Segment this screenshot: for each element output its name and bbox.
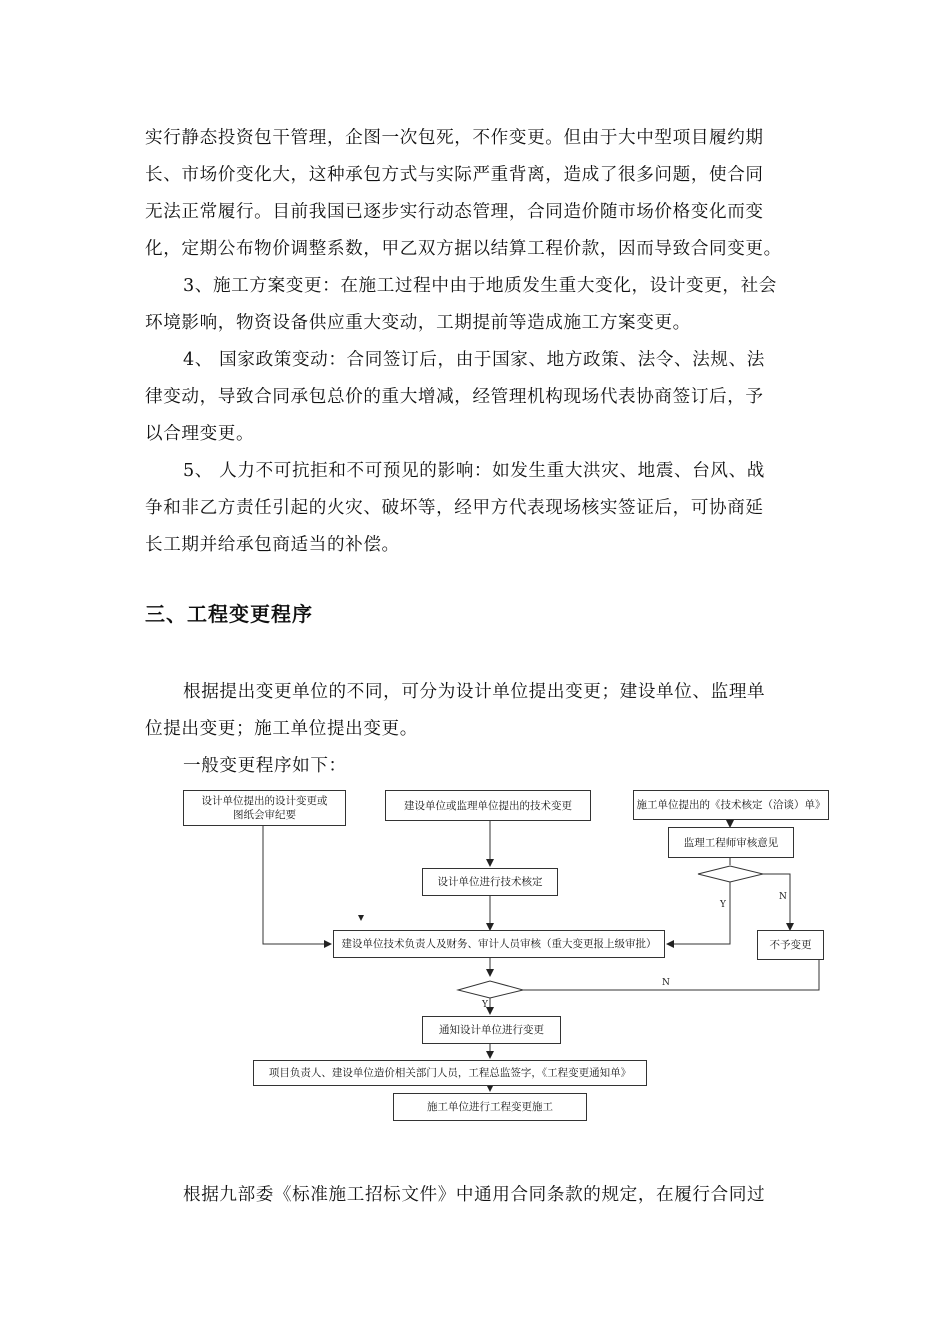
box-design-change: [183, 790, 346, 826]
box-notify-design: [422, 1016, 561, 1044]
box-execute-change-label: 施工单位进行工程变更施工: [427, 1101, 553, 1113]
paragraph-line: 争和非乙方责任引起的火灾、破坏等，经甲方代表现场核实签证后，可协商延: [145, 498, 764, 518]
box-contractor-change: [633, 790, 829, 820]
box-owner-review: [333, 930, 665, 958]
box-tech-check-label: 设计单位进行技术核定: [437, 876, 543, 888]
intro-line: 一般变更程序如下：: [183, 756, 347, 776]
paragraph-line: 律变动，导致合同承包总价的重大增减，经管理机构现场代表协商签订后，予: [145, 387, 764, 407]
label-yes-1: Y: [720, 900, 726, 910]
paragraph-line: 长工期并给承包商适当的补偿。: [145, 535, 400, 555]
stray-arrowhead: [358, 915, 364, 921]
box-design-change-line1: 设计单位提出的设计变更或: [201, 795, 328, 807]
box-sign-notice-label: 项目负责人、建设单位造价相关部门人员，工程总监签字，《工程变更通知单》: [268, 1067, 632, 1079]
intro-line: 位提出变更；施工单位提出变更。: [145, 719, 418, 739]
box-notify-design-label: 通知设计单位进行变更: [439, 1024, 544, 1036]
box-design-change-line2: 图纸会审纪要: [233, 809, 296, 821]
paragraph-line: 实行静态投资包干管理，企图一次包死，不作变更。但由于大中型项目履约期: [145, 128, 764, 148]
paragraph-line: 环境影响，物资设备供应重大变动，工期提前等造成施工方案变更。: [145, 313, 691, 333]
paragraph-line: 化，定期公布物价调整系数，甲乙双方据以结算工程价款，因而导致合同变更。: [145, 239, 782, 259]
label-no-2: N: [662, 978, 670, 988]
box-supervisor-review-label: 监理工程师审核意见: [683, 836, 779, 849]
label-yes-2: Y: [482, 1000, 488, 1010]
box-execute-change: [393, 1093, 587, 1121]
paragraph-line: 长、市场价变化大，这种承包方式与实际严重背离，造成了很多问题，使合同: [145, 165, 764, 185]
box-tech-check: [422, 868, 558, 896]
paragraph-line: 5、 人力不可抗拒和不可预见的影响：如发生重大洪灾、地震、台风、战: [183, 461, 765, 481]
box-reject-label: 不予变更: [769, 939, 812, 951]
box-supervisor-review: [668, 827, 794, 858]
paragraph-line: 无法正常履行。目前我国已逐步实行动态管理，合同造价随市场价格变化而变: [145, 202, 764, 222]
box-contractor-change-label: 施工单位提出的《技术核定（洽谈）单》: [636, 799, 826, 811]
paragraph-line: 3、施工方案变更：在施工过程中由于地质发生重大变化，设计变更，社会: [183, 276, 777, 296]
box-sign-notice: [253, 1060, 647, 1086]
paragraph-line: 以合理变更。: [145, 424, 255, 444]
box-owner-review-label: 建设单位技术负责人及财务、审计人员审核（重大变更报上级审批）: [341, 938, 657, 950]
box-owner-change-label: 建设单位或监理单位提出的技术变更: [404, 799, 572, 812]
paragraph-line: 4、 国家政策变动：合同签订后，由于国家、地方政策、法令、法规、法: [183, 350, 765, 370]
label-no-1: N: [779, 892, 787, 902]
section-heading: 三、工程变更程序: [145, 602, 313, 626]
closing-line: 根据九部委《标准施工招标文件》中通用合同条款的规定，在履行合同过: [183, 1185, 766, 1205]
box-owner-change: [385, 790, 591, 821]
box-reject: [757, 930, 824, 960]
intro-line: 根据提出变更单位的不同，可分为设计单位提出变更；建设单位、监理单: [183, 682, 766, 702]
